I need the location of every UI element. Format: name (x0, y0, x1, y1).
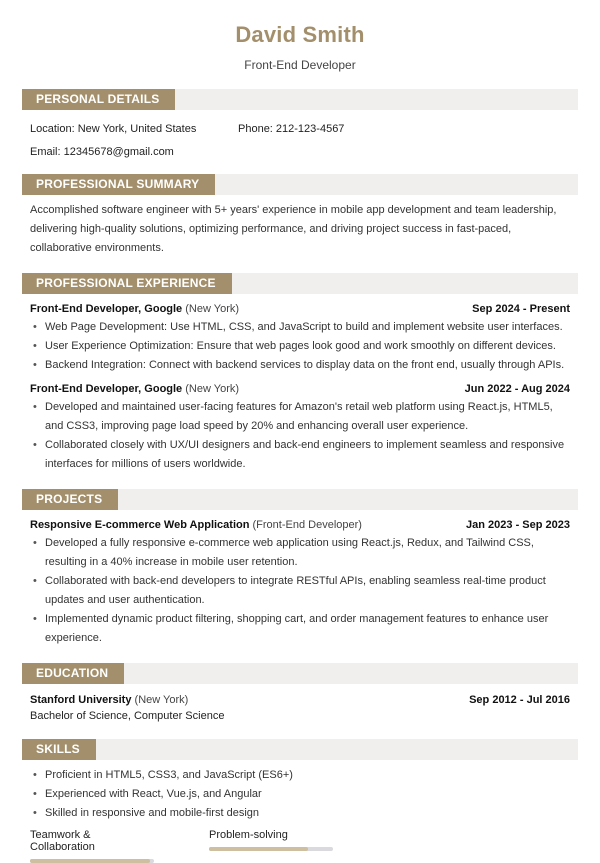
projects-section (22, 489, 578, 648)
section-header-bar (22, 174, 578, 195)
list-item: • Experienced with React, Vue.js, and Angular (30, 785, 570, 804)
school-name: Stanford University (30, 694, 132, 706)
job-dates: Sep 2024 - Present (472, 303, 570, 315)
skill-label: Teamwork & Collaboration (30, 829, 95, 853)
section-title: EDUCATION (22, 663, 124, 684)
location-text: Location: New York, United States (30, 123, 197, 135)
project-name: Responsive E-commerce Web Application (30, 519, 250, 531)
school-location: (New York) (134, 694, 189, 706)
skill-rating (209, 829, 333, 863)
job-header (30, 302, 570, 316)
section-title: PROFESSIONAL SUMMARY (22, 174, 215, 195)
skill-track (209, 847, 333, 851)
skill-fill (209, 847, 308, 851)
summary-text: Accomplished software engineer with 5+ years' experience in mobile app development and team leadership, delivering high-quality solutions, optimizing performance, and driving project success in fast-paced, collaborative environments. (30, 204, 557, 254)
email-text: Email: 12345678@gmail.com (30, 146, 174, 158)
list-item: • Developed a fully responsive e-commerce web application using React.js, Redux, and Tailwind CSS, resulting in a 40% increase in mobile user retention. (30, 534, 570, 572)
experience-section (22, 273, 578, 474)
skill-label: Problem-solving (209, 829, 288, 841)
resume-header (0, 0, 600, 72)
list-item: • Collaborated with back-end developers to integrate RESTful APIs, enabling seamless real-time product updates and user authentication. (30, 572, 570, 610)
list-item: • Backend Integration: Connect with backend services to display data on the front end, usually through APIs. (30, 356, 570, 375)
job-bullets (30, 318, 570, 375)
section-header-bar (22, 89, 578, 110)
skill-bullets (30, 766, 570, 823)
section-title: SKILLS (22, 739, 96, 760)
job-bullets (30, 398, 570, 474)
job-location: (New York) (185, 303, 240, 315)
skills-section (22, 739, 578, 863)
project-role: (Front-End Developer) (252, 519, 362, 531)
section-header-bar (22, 739, 578, 760)
job-role: Front-End Developer, Google (30, 383, 183, 395)
project-bullets (30, 534, 570, 648)
summary-section (22, 174, 578, 258)
list-item: • Web Page Development: Use HTML, CSS, and JavaScript to build and implement website user interfaces. (30, 318, 570, 337)
section-header-bar (22, 489, 578, 510)
skill-fill (30, 859, 150, 863)
skill-bars (30, 829, 570, 863)
education-section (22, 663, 578, 723)
degree-text: Bachelor of Science, Computer Science (30, 710, 225, 722)
job-location: (New York) (185, 383, 240, 395)
list-item: • Developed and maintained user-facing features for Amazon's retail web platform using React.js, HTML5, and CSS3, improving page load speed by 20% and enhancing overall user experience. (30, 398, 570, 436)
section-header-bar (22, 273, 578, 294)
candidate-title: Front-End Developer (244, 58, 356, 72)
personal-details-section (22, 89, 578, 159)
job-role: Front-End Developer, Google (30, 303, 183, 315)
project-header (30, 518, 570, 532)
skill-track (30, 859, 154, 863)
list-item: • User Experience Optimization: Ensure that web pages look good and work smoothly on different devices. (30, 337, 570, 356)
list-item: • Implemented dynamic product filtering, shopping cart, and order management features to enhance user experience. (30, 610, 570, 648)
list-item: • Proficient in HTML5, CSS3, and JavaScript (ES6+) (30, 766, 570, 785)
list-item: • Skilled in responsive and mobile-first design (30, 804, 570, 823)
job-dates: Jun 2022 - Aug 2024 (464, 383, 570, 395)
education-dates: Sep 2012 - Jul 2016 (469, 694, 570, 706)
job-header (30, 382, 570, 396)
section-title: PERSONAL DETAILS (22, 89, 175, 110)
candidate-name: David Smith (235, 22, 365, 47)
section-title: PROJECTS (22, 489, 118, 510)
skill-rating (30, 829, 154, 863)
project-dates: Jan 2023 - Sep 2023 (466, 519, 570, 531)
education-header (30, 693, 570, 707)
section-header-bar (22, 663, 578, 684)
list-item: • Collaborated closely with UX/UI designers and back-end engineers to implement seamless and responsive interfaces for millions of users worldwide. (30, 436, 570, 474)
phone-text: Phone: 212-123-4567 (238, 123, 345, 135)
section-title: PROFESSIONAL EXPERIENCE (22, 273, 232, 294)
